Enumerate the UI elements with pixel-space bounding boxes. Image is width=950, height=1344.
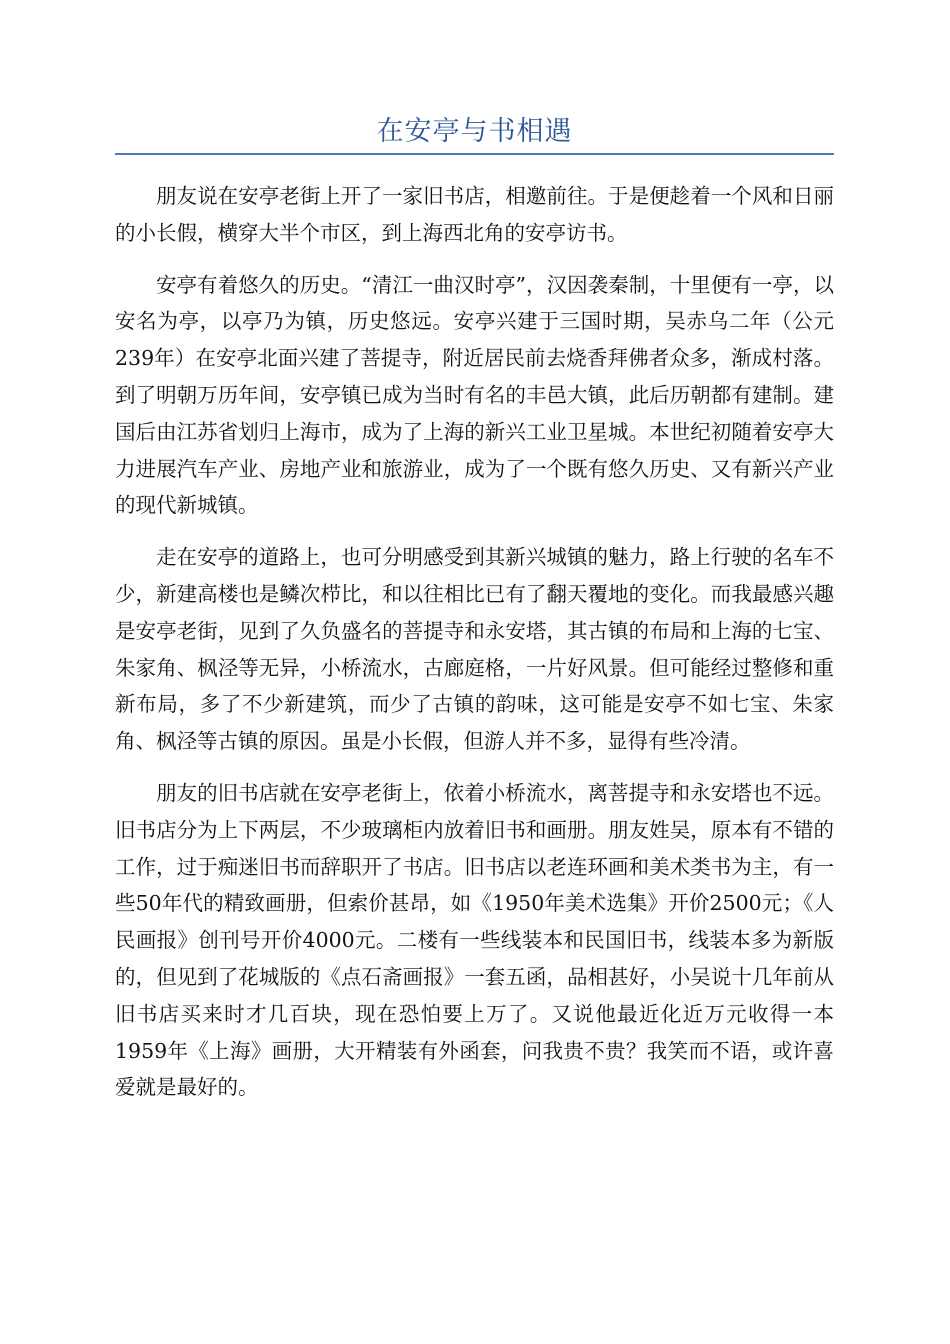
- paragraph-2: 安亭有着悠久的历史。“清江一曲汉时亭”，汉因袭秦制，十里便有一亭，以安名为亭，以亭乃为镇，历史悠远。安亭兴建于三国时期，吴赤乌二年（公元239年）在安亭北面兴建了菩提寺，附近居民前去烧香拜佛者众多，渐成村落。到了明朝万历年间，安亭镇已成为当时有名的丰邑大镇，此后历朝都有建制。建国后由江苏省划归上海市，成为了上海的新兴工业卫星城。本世纪初随着安亭大力进展汽车产业、房地产业和旅游业，成为了一个既有悠久历史、又有新兴产业的现代新城镇。: [115, 272, 834, 518]
- paragraph-4: 朋友的旧书店就在安亭老街上，依着小桥流水，离菩提寺和永安塔也不远。旧书店分为上下两层，不少玻璃柜内放着旧书和画册。朋友姓吴，原本有不错的工作，过于痴迷旧书而辞职开了书店。旧书店以老连环画和美术类书为主，有一些50年代的精致画册，但索价甚昂，如《1950年美术选集》开价2500元；《人民画报》创刊号开价4000元。二楼有一些线装本和民国旧书，线装本多为新版的，但见到了花城版的《点石斋画报》一套五函，品相甚好，小吴说十几年前从旧书店买来时才几百块，现在恐怕要上万了。又说他最近化近万元收得一本1959年《上海》画册，大开精装有外函套，问我贵不贵？我笑而不语，或许喜爱就是最好的。: [115, 780, 834, 1100]
- document-title: 在安亭与书相遇: [376, 116, 573, 147]
- document-body: [115, 178, 834, 1121]
- paragraph-1: 朋友说在安亭老街上开了一家旧书店，相邀前往。于是便趁着一个风和日丽的小长假，横穿大半个市区，到上海西北角的安亭访书。: [115, 184, 834, 245]
- title-underline: [115, 153, 834, 155]
- paragraph-3: 走在安亭的道路上，也可分明感受到其新兴城镇的魅力，路上行驶的名车不少，新建高楼也是鳞次栉比，和以往相比已有了翻天覆地的变化。而我最感兴趣是安亭老街，见到了久负盛名的菩提寺和永安塔，其古镇的布局和上海的七宝、朱家角、枫泾等无异，小桥流水，古廊庭格，一片好风景。但可能经过整修和重新布局，多了不少新建筑，而少了古镇的韵味，这可能是安亭不如七宝、朱家角、枫泾等古镇的原因。虽是小长假，但游人并不多，显得有些冷清。: [115, 545, 834, 754]
